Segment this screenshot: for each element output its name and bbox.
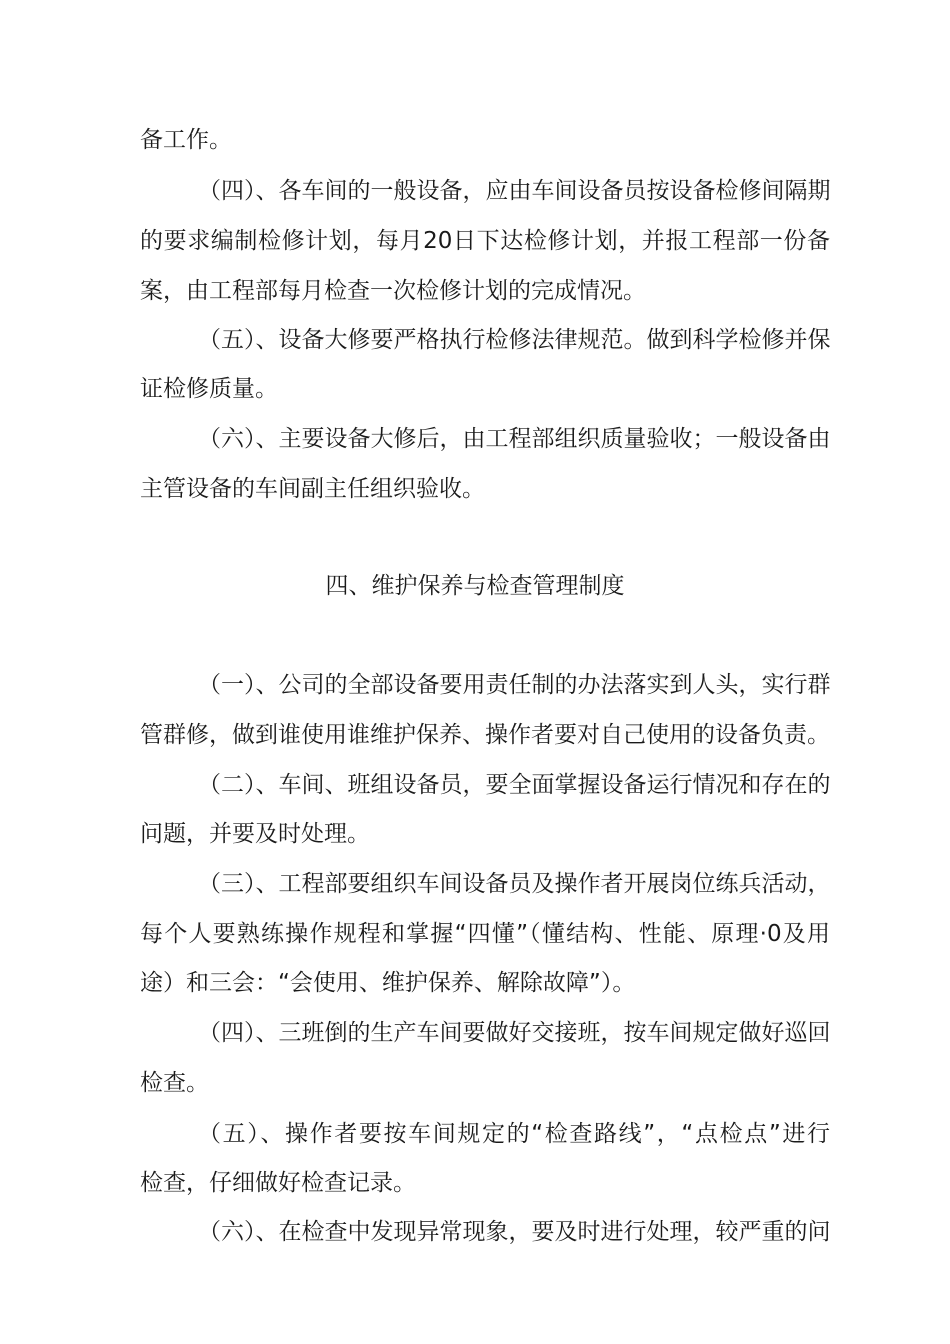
paragraph-line: 案，由工程部每月检查一次检修计划的完成情况。 xyxy=(140,278,646,304)
paragraph-line: （一）、公司的全部设备要用责任制的办法落实到人头，实行群 xyxy=(198,672,831,698)
paragraph-line: （二）、车间、班组设备员，要全面掌握设备运行情况和存在的 xyxy=(198,772,831,798)
paragraph-line: 管群修，做到谁使用谁维护保养、操作者要对自己使用的设备负责。 xyxy=(140,722,830,748)
paragraph-line: 证检修质量。 xyxy=(140,376,278,402)
paragraph-line: 主管设备的车间副主任组织验收。 xyxy=(140,476,485,502)
paragraph-line: 问题，并要及时处理。 xyxy=(140,821,370,847)
paragraph-line: （三）、工程部要组织车间设备员及操作者开展岗位练兵活动， xyxy=(198,871,831,897)
paragraph-line: （六）、在检查中发现异常现象，要及时进行处理，较严重的问 xyxy=(198,1219,831,1245)
paragraph-line: （四）、各车间的一般设备，应由车间设备员按设备检修间隔期 xyxy=(198,178,831,204)
paragraph-line: 每个人要熟练操作规程和掌握“四懂”（懂结构、性能、原理·0及用 xyxy=(140,921,830,947)
paragraph-line: 备工作。 xyxy=(140,127,232,153)
paragraph-line: （五）、操作者要按车间规定的“检查路线”，“点检点”进行 xyxy=(198,1121,830,1147)
paragraph-line: 检查。 xyxy=(140,1070,209,1096)
paragraph-line: 检查，仔细做好检查记录。 xyxy=(140,1170,416,1196)
section-heading: 四、维护保养与检查管理制度 xyxy=(325,573,625,599)
paragraph-line: 途）和三会：“会使用、维护保养、解除故障”）。 xyxy=(140,970,636,996)
paragraph-line: 的要求编制检修计划，每月20日下达检修计划，并报工程部一份备 xyxy=(140,228,830,254)
paragraph-line: （四）、三班倒的生产车间要做好交接班，按车间规定做好巡回 xyxy=(198,1020,831,1046)
paragraph-line: （六）、主要设备大修后，由工程部组织质量验收；一般设备由 xyxy=(198,426,831,452)
paragraph-line: （五）、设备大修要严格执行检修法律规范。做到科学检修并保 xyxy=(198,327,831,353)
